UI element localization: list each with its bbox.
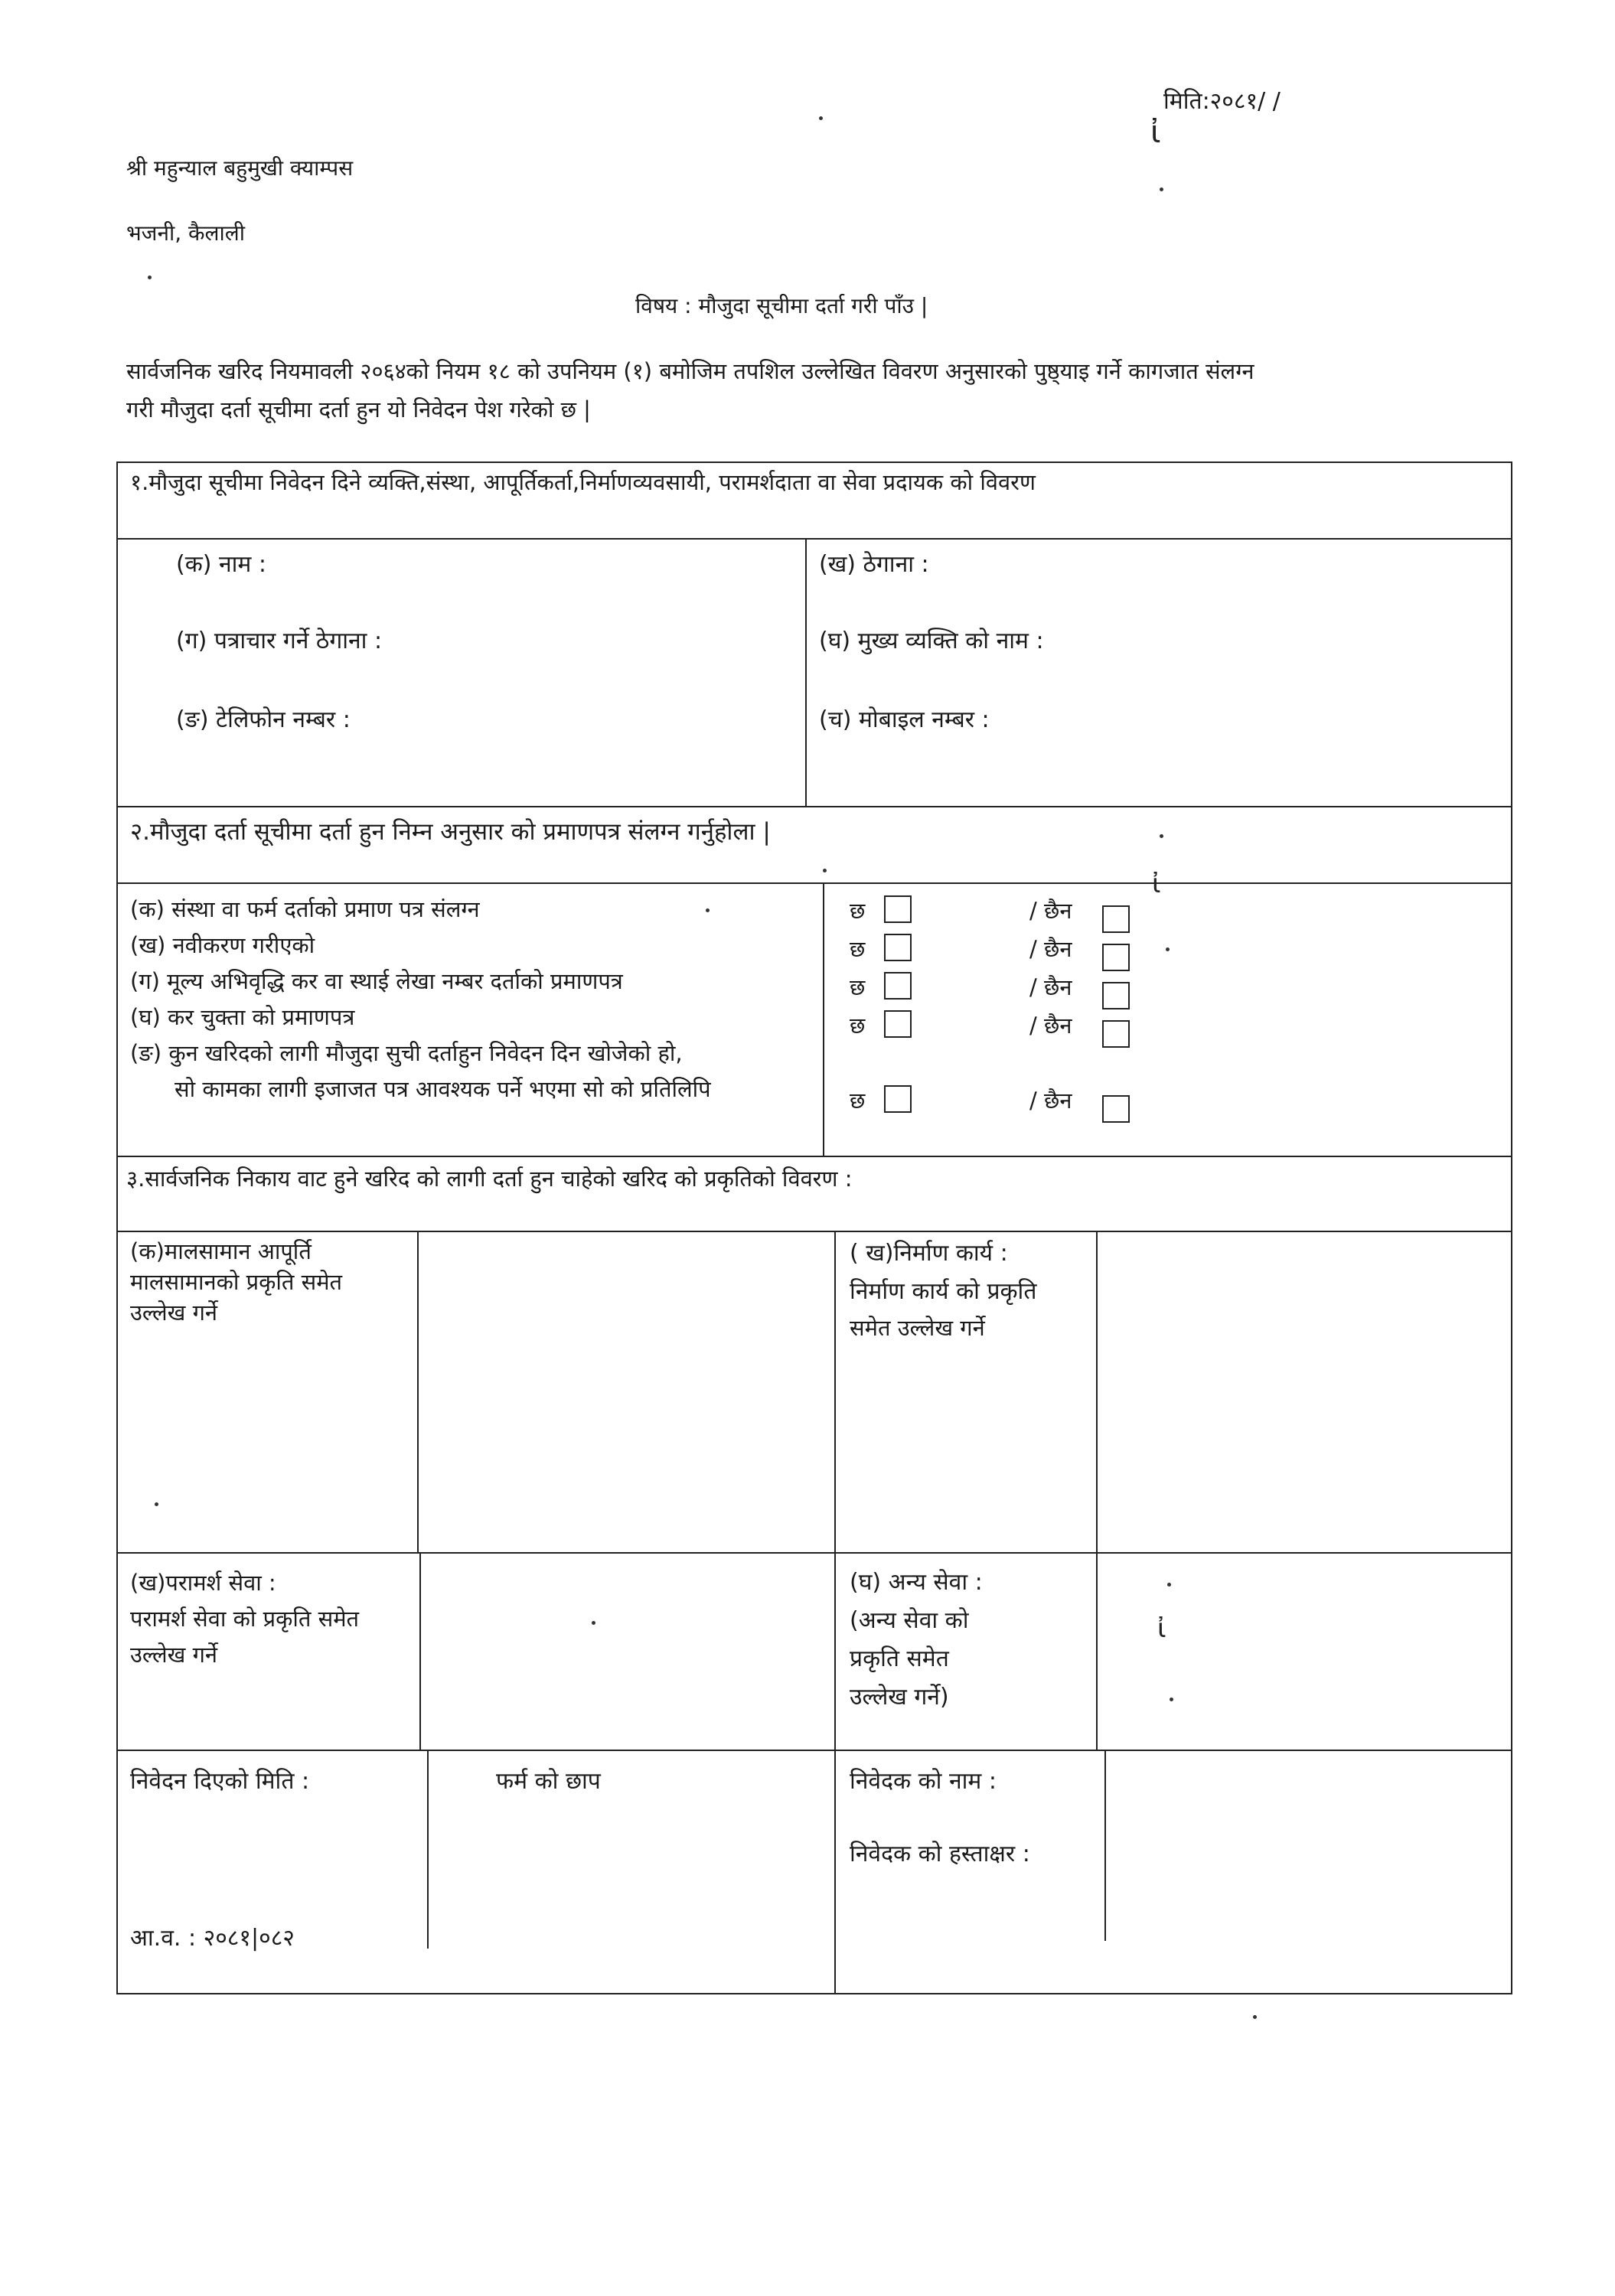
goods-input[interactable] xyxy=(421,1232,831,1549)
no-checkbox[interactable] xyxy=(1102,1095,1130,1123)
cert-item-license-cont: सो कामका लागी इजाजत पत्र आवश्यक पर्ने भएमा सो को प्रतिलिपि xyxy=(175,1076,711,1102)
goods-label: उल्लेख गर्ने xyxy=(130,1300,217,1326)
divider xyxy=(116,1750,1512,1751)
no-checkbox[interactable] xyxy=(1102,905,1130,933)
mobile-field[interactable]: (च) मोबाइल नम्बर : xyxy=(819,706,990,733)
goods-label: (क)मालसामान आपूर्ति xyxy=(130,1238,312,1264)
applicant-address-field[interactable]: (ख) ठेगाना : xyxy=(819,551,929,578)
applicant-name-input[interactable]: निवेदक को नाम : xyxy=(850,1768,997,1795)
works-label: समेत उल्लेख गर्ने xyxy=(850,1315,985,1341)
section3-title: ३.सार्वजनिक निकाय वाट हुने खरिद को लागी दर्ता हुन चाहेको खरिद को प्रकृतिको विवरण : xyxy=(126,1166,853,1192)
consulting-input[interactable] xyxy=(423,1554,831,1746)
yes-checkbox[interactable] xyxy=(884,1085,912,1113)
divider xyxy=(116,882,1512,884)
yes-label: छ xyxy=(850,1013,866,1039)
contact-person-field[interactable]: (घ) मुख्य व्यक्ति को नाम : xyxy=(819,628,1044,654)
no-checkbox[interactable] xyxy=(1102,944,1130,971)
campus-address: भजनी, कैलाली xyxy=(126,220,246,246)
divider xyxy=(116,806,1512,807)
intro-line-1: सार्वजनिक खरिद नियमावली २०६४को नियम १८ को उपनियम (१) बमोजिम तपशिल उल्लेखित विवरण अनुसारको पुष्ठ्याइ गर्ने कागजात संलग्न xyxy=(126,358,1254,384)
divider xyxy=(1096,1231,1098,1552)
other-service-label: प्रकृति समेत xyxy=(850,1645,949,1672)
divider xyxy=(1104,1750,1106,1941)
other-service-label: उल्लेख गर्ने) xyxy=(850,1684,949,1711)
campus-name: श्री महुन्याल बहुमुखी क्याम्पस xyxy=(126,155,354,181)
scan-speck xyxy=(1253,2015,1257,2019)
divider xyxy=(805,538,807,806)
scan-speck xyxy=(1170,1698,1173,1701)
scan-speck xyxy=(1167,1583,1171,1587)
works-input[interactable] xyxy=(1099,1232,1509,1549)
no-label: / छैन xyxy=(1029,1088,1072,1114)
scan-speck xyxy=(592,1621,595,1625)
date-label: मिति:२०८१/ / xyxy=(1163,88,1281,115)
cert-item-registration: (क) संस्था वा फर्म दर्ताको प्रमाण पत्र संलग्न xyxy=(130,896,480,922)
yes-checkbox[interactable] xyxy=(884,972,912,1000)
scan-speck xyxy=(148,276,152,279)
cert-item-renewal: (ख) नवीकरण गरीएको xyxy=(130,932,315,958)
section2-title: २.मौजुदा दर्ता सूचीमा दर्ता हुन निम्न अनुसार को प्रमाणपत्र संलग्न गर्नुहोला | xyxy=(130,818,771,846)
divider xyxy=(823,882,824,1156)
applicant-name-field[interactable]: (क) नाम : xyxy=(176,551,266,578)
works-label: निर्माण कार्य को प्रकृति xyxy=(850,1278,1037,1305)
scan-speck xyxy=(1166,947,1170,951)
yes-checkbox[interactable] xyxy=(884,895,912,923)
divider xyxy=(427,1750,429,1949)
punch-mark: ἰ xyxy=(1157,1613,1166,1644)
goods-label: मालसामानको प्रकृति समेत xyxy=(130,1269,343,1295)
yes-checkbox[interactable] xyxy=(884,1010,912,1038)
other-service-label: (घ) अन्य सेवा : xyxy=(850,1569,983,1596)
no-label: / छैन xyxy=(1029,1013,1072,1039)
yes-label: छ xyxy=(850,936,866,962)
divider xyxy=(834,1231,836,1994)
applicant-signature-input[interactable]: निवेदक को हस्ताक्षर : xyxy=(850,1841,1030,1867)
fiscal-year: आ.व. : २०८१|०८२ xyxy=(130,1925,295,1952)
scan-speck xyxy=(1160,188,1163,191)
divider xyxy=(116,538,1512,540)
works-label: ( ख)निर्माण कार्य : xyxy=(850,1240,1008,1267)
scan-speck xyxy=(1160,834,1163,838)
firm-stamp-area[interactable]: फर्म को छाप xyxy=(496,1768,601,1795)
no-label: / छैन xyxy=(1029,974,1072,1000)
yes-checkbox[interactable] xyxy=(884,934,912,961)
scan-speck xyxy=(819,116,823,120)
yes-label: छ xyxy=(850,898,866,924)
no-checkbox[interactable] xyxy=(1102,1020,1130,1048)
divider xyxy=(417,1231,419,1552)
consulting-label: (ख)परामर्श सेवा : xyxy=(130,1570,276,1596)
yes-label: छ xyxy=(850,1088,866,1114)
no-label: / छैन xyxy=(1029,936,1072,962)
scan-speck xyxy=(823,869,827,872)
no-checkbox[interactable] xyxy=(1102,982,1130,1009)
application-date-field[interactable]: निवेदन दिएको मिति : xyxy=(130,1768,310,1795)
postal-address-field[interactable]: (ग) पत्राचार गर्ने ठेगाना : xyxy=(176,628,383,654)
divider xyxy=(1096,1552,1098,1750)
other-service-input[interactable] xyxy=(1099,1554,1509,1746)
section1-title: १.मौजुदा सूचीमा निवेदन दिने व्यक्ति,संस्था, आपूर्तिकर्ता,निर्माणव्यवसायी, परामर्शदाता वा सेवा प्रदायक को विवरण xyxy=(130,469,1036,495)
cert-item-license: (ङ) कुन खरिदको लागी मौजुदा सुची दर्ताहुन निवेदन दिन खोजेको हो, xyxy=(130,1040,683,1066)
no-label: / छैन xyxy=(1029,898,1072,924)
consulting-label: परामर्श सेवा को प्रकृति समेत xyxy=(130,1606,360,1632)
yes-label: छ xyxy=(850,974,866,1000)
consulting-label: उल्लेख गर्ने xyxy=(130,1642,217,1668)
punch-mark: ἰ xyxy=(1150,115,1161,150)
intro-line-2: गरी मौजुदा दर्ता सूचीमा दर्ता हुन यो निवेदन पेश गरेको छ | xyxy=(126,396,591,422)
telephone-field[interactable]: (ङ) टेलिफोन नम्बर : xyxy=(176,706,351,733)
form-frame xyxy=(116,461,1512,1994)
divider xyxy=(116,1156,1512,1157)
subject-line: विषय : मौजुदा सूचीमा दर्ता गरी पाँउ | xyxy=(635,293,928,318)
cert-item-tax-clearance: (घ) कर चुक्ता को प्रमाणपत्र xyxy=(130,1004,355,1030)
scan-speck xyxy=(155,1502,158,1506)
punch-mark: ἰ xyxy=(1152,869,1161,899)
cert-item-vat-pan: (ग) मूल्य अभिवृद्धि कर वा स्थाई लेखा नम्बर दर्ताको प्रमाणपत्र xyxy=(130,968,623,994)
other-service-label: (अन्य सेवा को xyxy=(850,1607,969,1634)
scan-speck xyxy=(706,908,710,912)
divider xyxy=(419,1552,421,1750)
